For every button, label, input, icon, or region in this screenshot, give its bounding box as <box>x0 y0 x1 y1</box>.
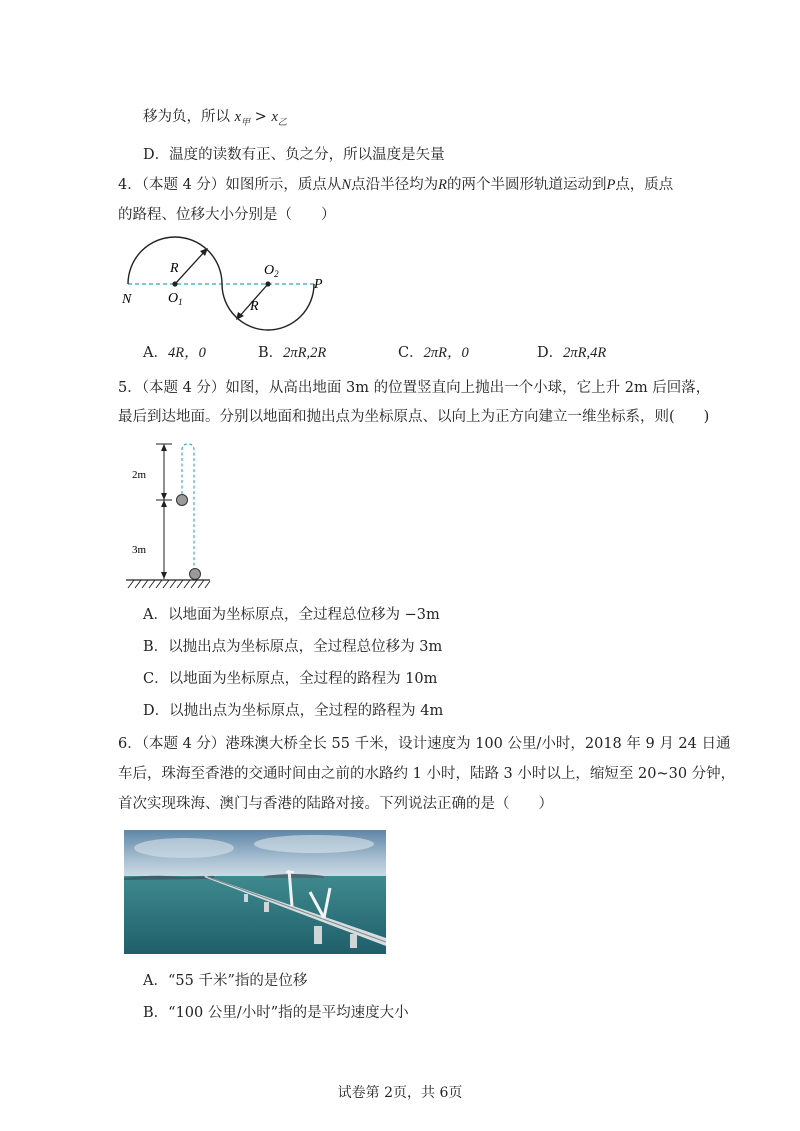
gt-sign: > <box>254 109 267 125</box>
q4-option-d: D．2πR,4R <box>537 345 607 361</box>
label-3m: 3m <box>132 544 147 556</box>
q4-option-b: B．2πR,2R <box>258 345 327 361</box>
q3-tail-prefix: 移为负，所以 <box>143 109 230 125</box>
q6-option-a: A．“55 千米”指的是位移 <box>143 973 308 989</box>
q4-option-a: A．4R，0 <box>143 345 206 361</box>
q6-stem-line2: 车后，珠海至香港的交通时间由之前的水路约 1 小时，陆路 3 小时以上，缩短至 20~30 分钟， <box>118 766 736 782</box>
label-o1: $O_1$ <box>168 291 183 307</box>
lower-semicircle <box>222 284 314 330</box>
q6-stem-line3: 首次实现珠海、澳门与香港的陆路对接。下列说法正确的是（ ） <box>118 796 553 812</box>
q4-stem-line2: 的路程、位移大小分别是（ ） <box>118 207 336 223</box>
x-yi: $x_乙$ <box>271 109 287 127</box>
q4-stem-line1: 4．（本题 4 分）如图所示，质点从N点沿半径均为R的两个半圆形轨道运动到P点，质点 <box>118 177 674 193</box>
q6-stem-line1: 6．（本题 4 分）港珠澳大桥全长 55 千米，设计速度为 100 公里/小时，2018 年 9 月 24 日通 <box>118 736 731 752</box>
radius-arrow-upper <box>175 250 206 284</box>
q5-option-b: B．以抛出点为坐标原点，全过程总位移为 3m <box>143 639 443 655</box>
ball-start <box>177 495 188 506</box>
q3-option-d: D．温度的读数有正、负之分，所以温度是矢量 <box>143 147 445 163</box>
q4-option-c: C．2πR，0 <box>398 345 469 361</box>
ball-ground <box>190 569 201 580</box>
bridge-photo <box>124 830 386 954</box>
ball-trajectory <box>182 444 194 572</box>
label-n: N <box>122 292 132 307</box>
q3-tail-line <box>143 107 287 132</box>
q5-option-a: A．以地面为坐标原点，全过程总位移为 −3m <box>143 607 440 623</box>
label-r-bottom: R <box>250 299 259 314</box>
q5-stem-line1: 5．（本题 4 分）如图，从高出地面 3m 的位置竖直向上抛出一个小球，它上升 2m 后回落， <box>118 380 711 396</box>
label-o2: $O_2$ <box>264 263 279 279</box>
q5-option-d: D．以抛出点为坐标原点，全过程的路程为 4m <box>143 703 444 719</box>
q4-semicircle-figure <box>118 230 338 335</box>
q5-throw-figure <box>118 436 228 596</box>
q6-option-b: B．“100 公里/小时”指的是平均速度大小 <box>143 1005 409 1021</box>
q5-option-c: C．以地面为坐标原点，全过程的路程为 10m <box>143 671 438 687</box>
label-r-top: R <box>170 261 179 276</box>
label-p: P <box>314 277 323 292</box>
page-footer: 试卷第 2页，共 6页 <box>337 1085 463 1101</box>
label-2m: 2m <box>132 469 147 481</box>
x-jia: $x_甲$ <box>234 109 251 127</box>
q5-stem-line2: 最后到达地面。分别以地面和抛出点为坐标原点、以向上为正方向建立一维坐标系，则( ) <box>118 409 710 425</box>
